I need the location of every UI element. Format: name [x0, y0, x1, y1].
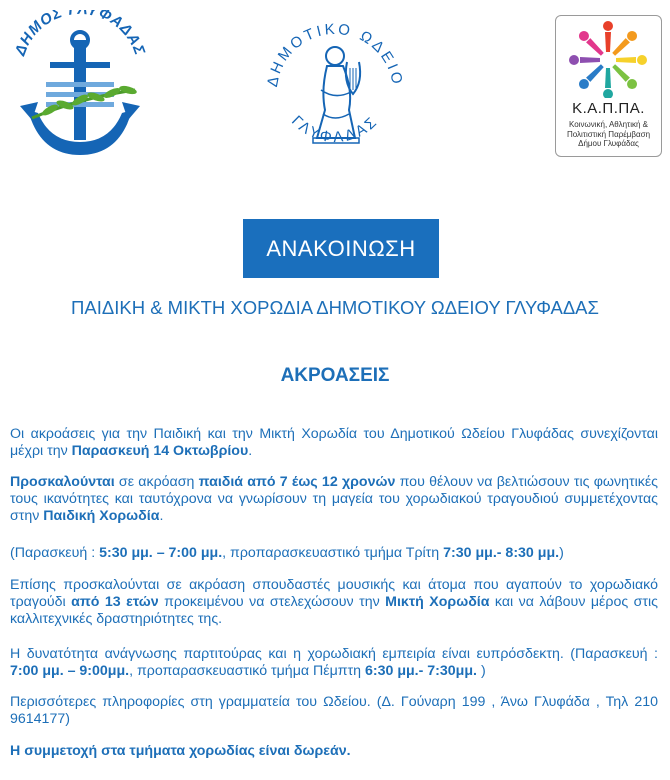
kappa-subtitle-line2: Πολιτιστική Παρέμβαση	[566, 129, 651, 139]
text-span: )	[477, 663, 486, 679]
paragraph-auditions-deadline	[10, 426, 658, 460]
schedule-time: 5:30 μμ. – 7:00 μμ.	[99, 545, 223, 561]
text-span: .	[248, 443, 253, 459]
choir-name: Παιδική Χορωδία	[43, 508, 160, 524]
odeio-logo-top-text: ΔΗΜΟΤΙΚΟ ΩΔΕΙΟ	[264, 20, 407, 89]
text-span: Οι ακροάσεις για την Παιδική και την Μικτή Χορωδία του Δημοτικού Ωδείου Γλυφάδας συνεχίζονται μέχρι την	[10, 426, 658, 459]
text-span: .	[159, 508, 164, 524]
text-span: )	[559, 545, 564, 561]
text-span: , προπαρασκευαστικό τμήμα Πέμπτη	[129, 663, 365, 679]
text-span: , προπαρασκευαστικό τμήμα Τρίτη	[222, 545, 444, 561]
age-range: από 13 ετών	[71, 594, 159, 610]
page-subtitle: ΠΑΙΔΙΚΗ & ΜΙΚΤΗ ΧΟΡΩΔΙΑ ΔΗΜΟΤΙΚΟΥ ΩΔΕΙΟΥ ΓΛΥΦΑΔΑΣ	[71, 297, 599, 318]
text-span: και να λάβουν μέρος στις καλλιτεχνικές δραστηριότητες της.	[10, 594, 658, 627]
schedule-time: 7:00 μμ. – 9:00μμ.	[10, 663, 130, 679]
announcement-banner: ΑΝΑΚΟΙΝΩΣΗ	[243, 219, 439, 278]
schedule-time: 6:30 μμ.- 7:30μμ.	[364, 663, 477, 679]
kappa-subtitle-line1: Κοινωνική, Αθλητική &	[569, 120, 648, 129]
paragraph-free-participation: Η συμμετοχή στα τμήματα χορωδίας είναι δωρεάν.	[10, 743, 351, 759]
text-span: προκειμένου να στελεχώσουν την	[158, 594, 386, 610]
schedule-time: 7:30 μμ.- 8:30 μμ.	[443, 545, 560, 561]
kappa-title: Κ.Α.Π.ΠΑ.	[572, 100, 645, 117]
paragraph-contact-info: Περισσότερες πληροφορίες στη γραμματεία του Ωδείου. (Δ. Γούναρη 199 , Άνω Γλυφάδα , Τηλ 210 9614177)	[10, 694, 658, 727]
text-span: (Παρασκευή :	[10, 545, 100, 561]
kappa-subtitle-line3: Δήμου Γλυφάδας	[578, 139, 639, 148]
age-range: παιδιά από 7 έως 12 χρονών	[198, 474, 396, 490]
paragraph-mixed-choir	[10, 577, 658, 628]
muse-lyre-icon	[255, 10, 415, 170]
paragraph-mixed-schedule	[10, 646, 658, 680]
choir-name: Μικτή Χορωδία	[385, 594, 490, 610]
svg-text:ΔΗΜΟΤΙΚΟ ΩΔΕΙΟ	[264, 21, 406, 88]
invite-word: Προσκαλούνται	[10, 474, 115, 490]
text-span: Η δυνατότητα ανάγνωσης παρτιτούρας και η χορωδιακή εμπειρία είναι ευπρόσδεκτη. (Παρασκευή :	[10, 646, 658, 662]
dimotiko-odeio-logo	[255, 10, 415, 170]
paragraph-children-schedule	[10, 545, 658, 562]
dimos-glyfadas-logo	[10, 10, 150, 165]
dimos-logo-text: ΔΗΜΟΣ ΥΦΑΔΑΣ	[11, 10, 149, 58]
text-span: που θέλουν να βελτιώσουν τις φωνητικές τους ικανότητες και ταυτόχρονα να γνωρίσουν τη μαγεία του χορωδιακού τραγουδιού συμμετέχοντας στην	[10, 474, 658, 524]
odeio-logo-bottom-text: ΓΛΥΦΑΔΑΣ	[288, 112, 382, 147]
text-span: σε ακρόαση	[114, 474, 199, 490]
colorful-people-icon	[556, 16, 661, 98]
section-heading: ΑΚΡΟΑΣΕΙΣ	[280, 365, 390, 386]
paragraph-children-choir	[10, 474, 658, 525]
text-span: Επίσης προσκαλούνται σε ακρόαση σπουδαστές μουσικής και άτομα που αγαπούν το χορωδιακό τραγούδι	[10, 577, 658, 610]
kappa-subtitle	[558, 120, 659, 149]
deadline-date: Παρασκευή 14 Οκτωβρίου	[71, 443, 249, 459]
anchor-olive-branch-icon	[10, 10, 150, 165]
kappa-logo	[555, 15, 662, 157]
